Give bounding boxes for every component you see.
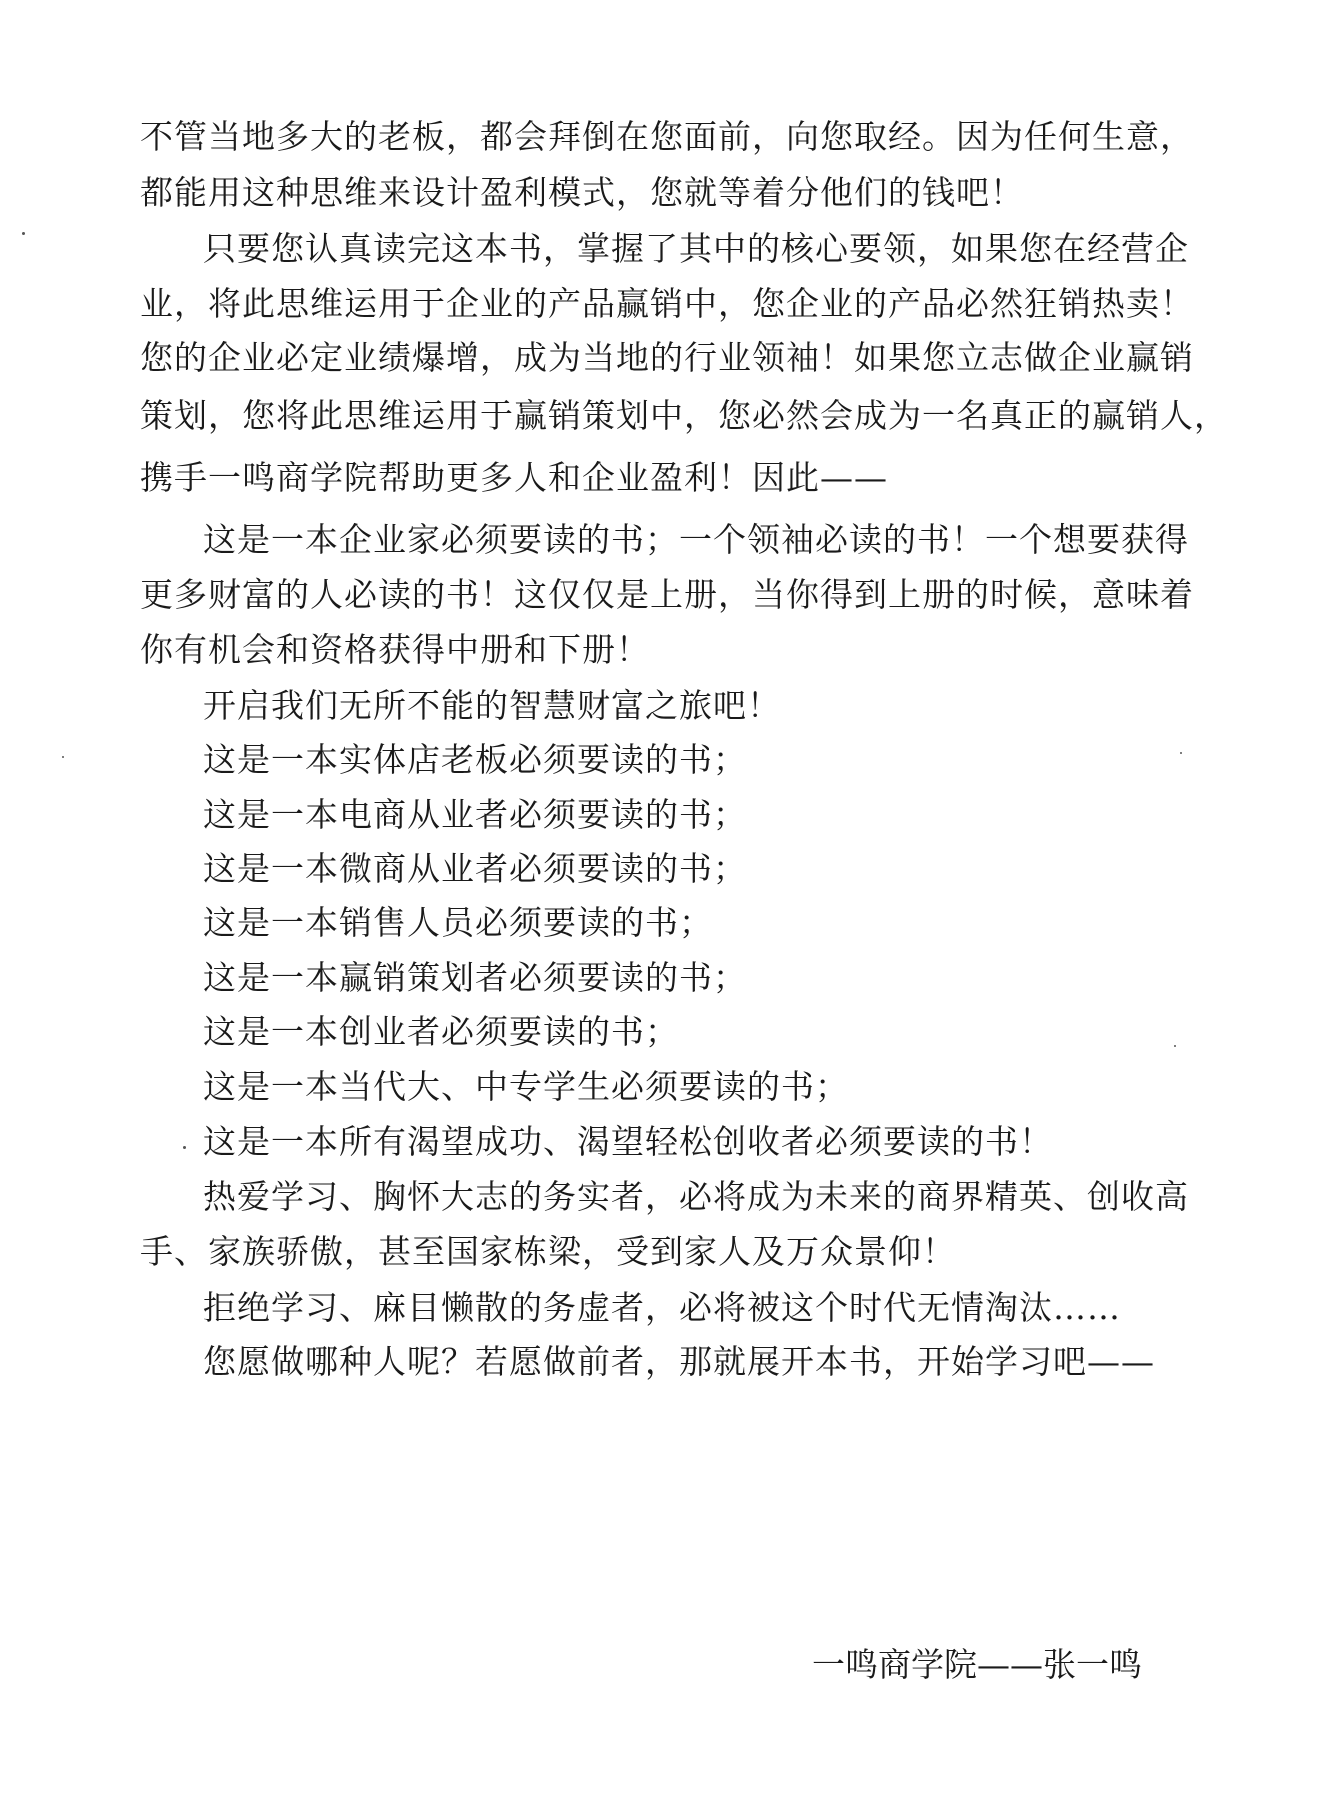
list-item: 这是一本当代大、中专学生必须要读的书； <box>203 1067 849 1106</box>
list-item: 这是一本实体店老板必须要读的书； <box>203 740 747 779</box>
scan-speck <box>1174 1045 1176 1047</box>
text-line: 拒绝学习、麻目懒散的务虚者，必将被这个时代无情淘汰…… <box>203 1288 1121 1327</box>
text-line: 更多财富的人必读的书！这仅仅是上册，当你得到上册的时候，意味着 <box>140 575 1194 614</box>
text-line: 不管当地多大的老板，都会拜倒在您面前，向您取经。因为任何生意， <box>140 117 1194 156</box>
text-line: 您的企业必定业绩爆增，成为当地的行业领袖！如果您立志做企业赢销 <box>140 338 1194 377</box>
text-line: 都能用这种思维来设计盈利模式，您就等着分他们的钱吧！ <box>140 173 1024 212</box>
list-item: 这是一本创业者必须要读的书； <box>203 1012 679 1051</box>
list-item: 这是一本微商从业者必须要读的书； <box>203 849 747 888</box>
text-line: 携手一鸣商学院帮助更多人和企业盈利！因此—— <box>140 458 888 497</box>
signature: 一鸣商学院——张一鸣 <box>812 1645 1142 1684</box>
list-item: 这是一本电商从业者必须要读的书； <box>203 795 747 834</box>
scan-speck <box>1180 752 1182 754</box>
text-line: 只要您认真读完这本书，掌握了其中的核心要领，如果您在经营企 <box>203 229 1189 268</box>
scan-speck <box>183 1146 186 1149</box>
text-line: 开启我们无所不能的智慧财富之旅吧！ <box>203 686 781 725</box>
text-line: 策划，您将此思维运用于赢销策划中，您必然会成为一名真正的赢销人， <box>140 396 1228 435</box>
text-line: 手、家族骄傲，甚至国家栋梁，受到家人及万众景仰！ <box>140 1232 956 1271</box>
scan-speck <box>22 232 25 235</box>
text-line: 你有机会和资格获得中册和下册！ <box>140 630 650 669</box>
list-item: 这是一本销售人员必须要读的书； <box>203 903 713 942</box>
list-item: 这是一本赢销策划者必须要读的书； <box>203 958 747 997</box>
list-item: 这是一本所有渴望成功、渴望轻松创收者必须要读的书！ <box>203 1122 1053 1161</box>
scan-speck <box>62 756 64 758</box>
text-line: 您愿做哪种人呢？若愿做前者，那就展开本书，开始学习吧—— <box>203 1342 1155 1381</box>
text-line: 业，将此思维运用于企业的产品赢销中，您企业的产品必然狂销热卖！ <box>140 284 1194 323</box>
text-line: 热爱学习、胸怀大志的务实者，必将成为未来的商界精英、创收高 <box>203 1177 1189 1216</box>
text-line: 这是一本企业家必须要读的书；一个领袖必读的书！一个想要获得 <box>203 520 1189 559</box>
